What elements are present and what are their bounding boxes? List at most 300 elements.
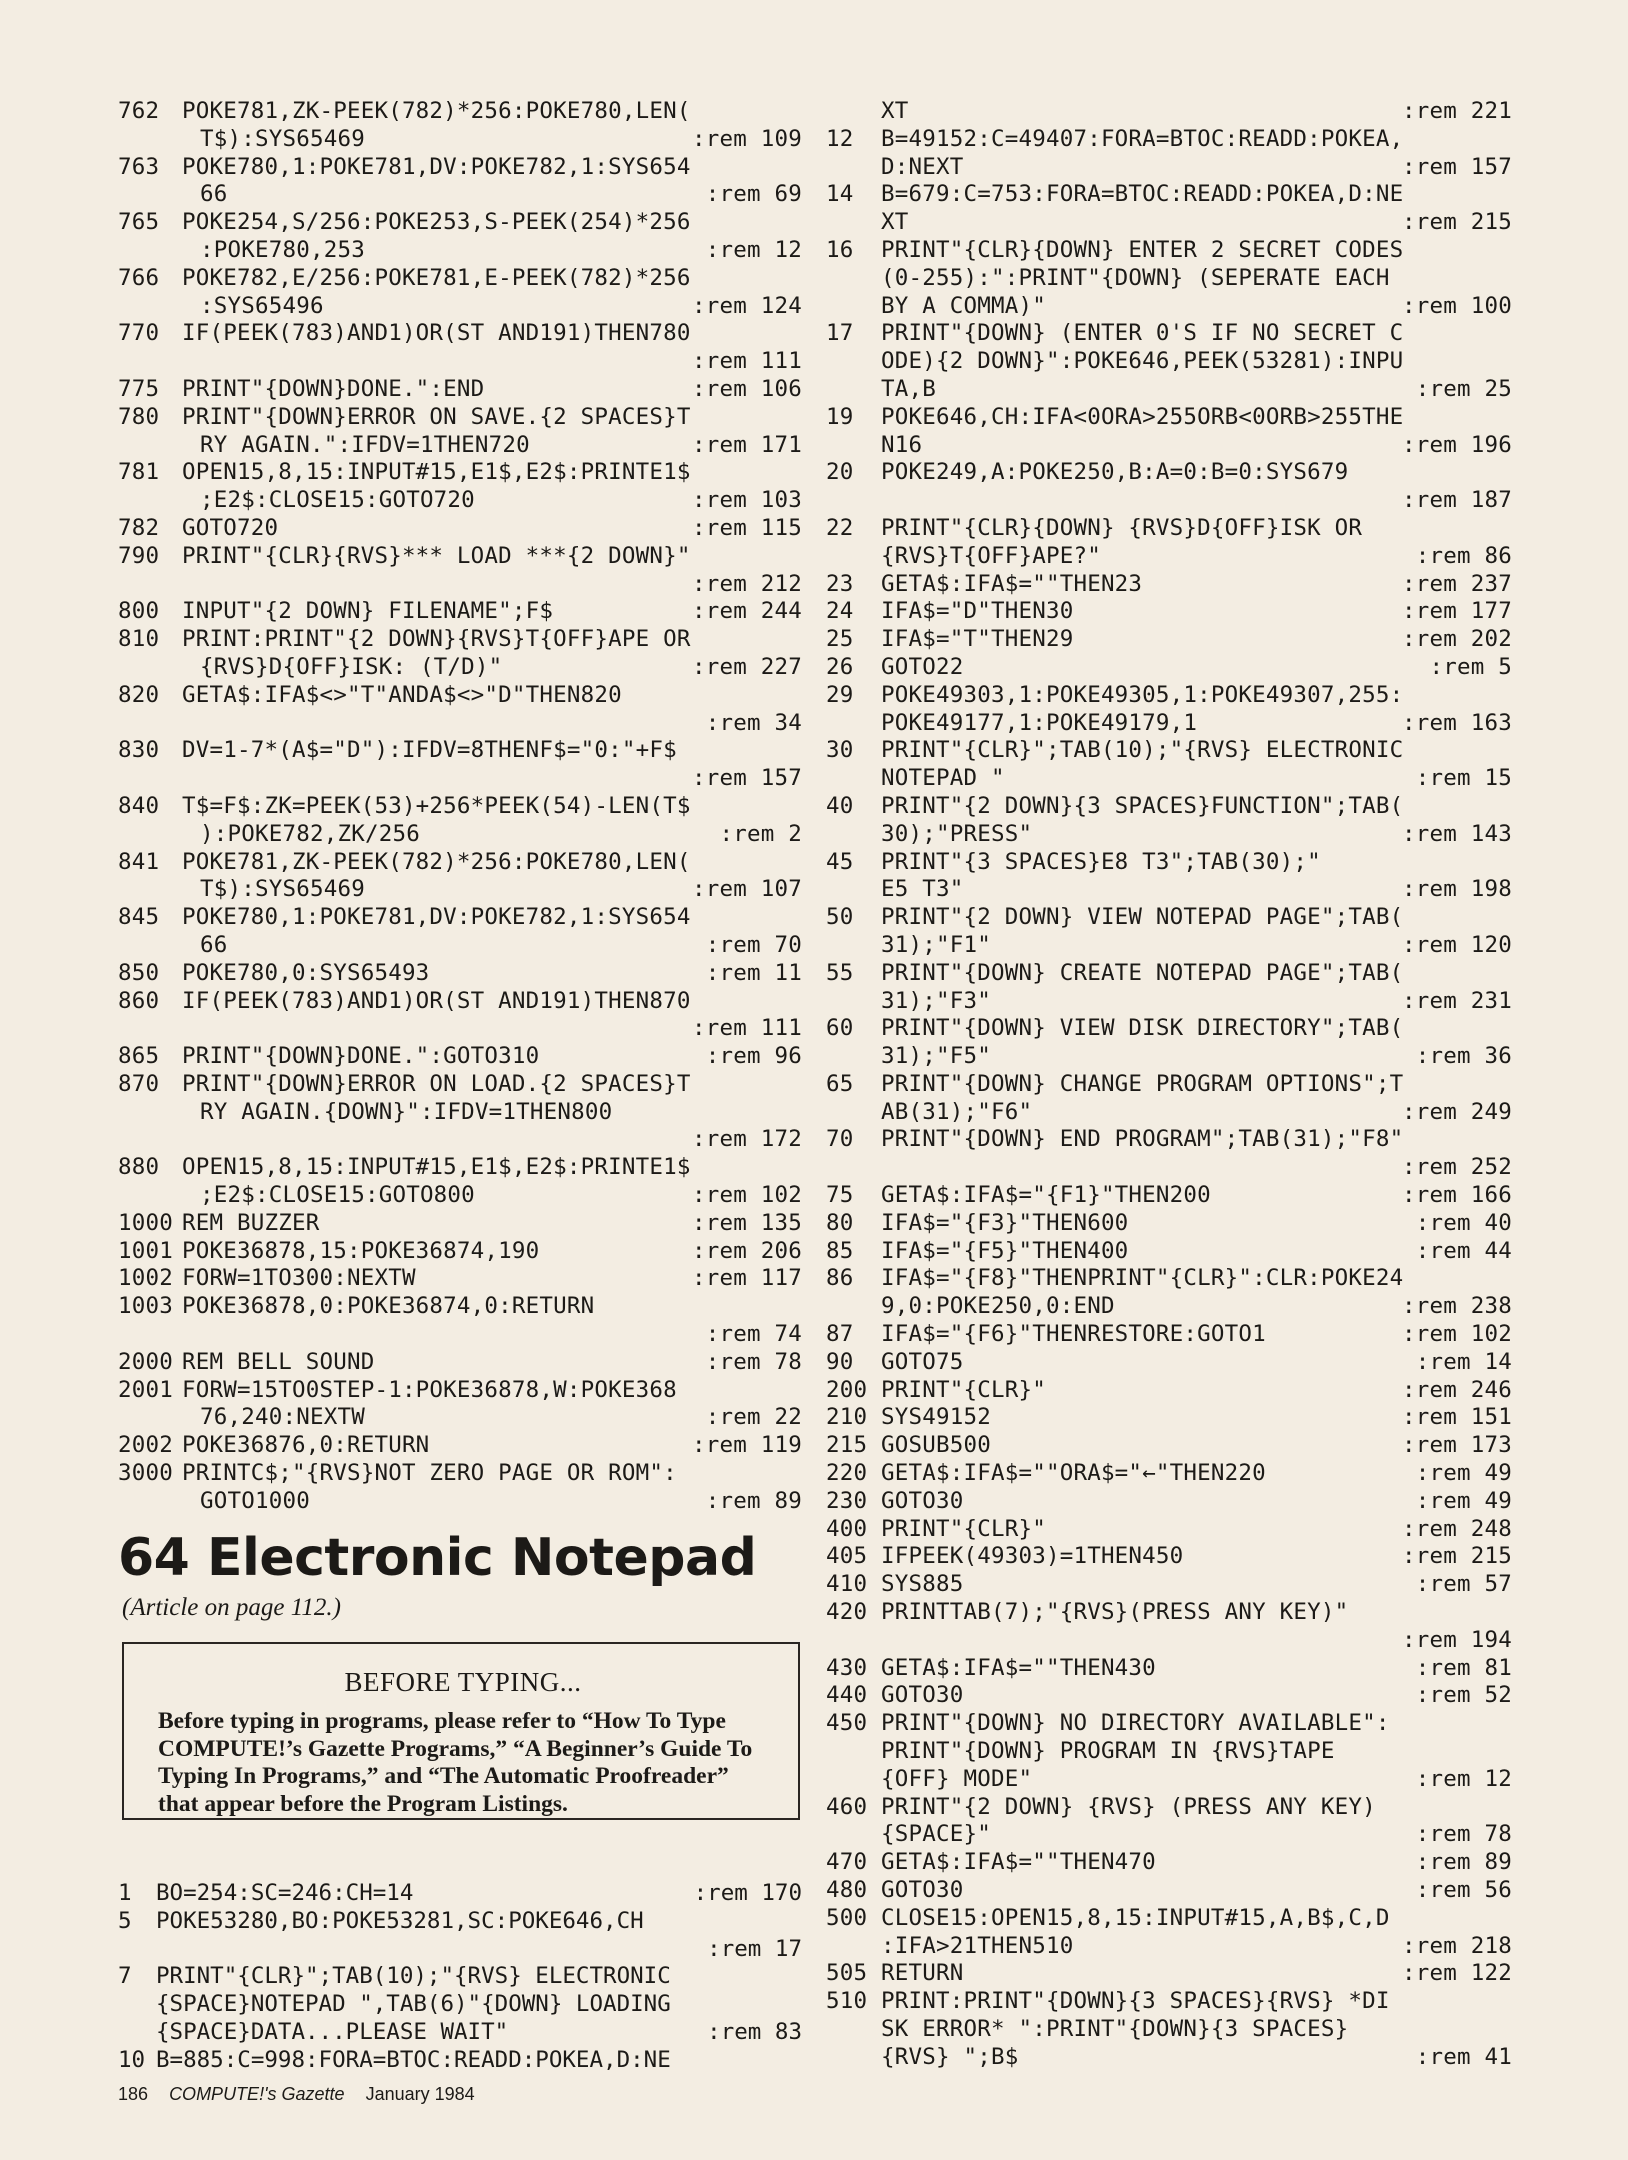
code-text: IF(PEEK(783)AND1)OR(ST AND191)THEN780 xyxy=(182,320,691,347)
line-number: 17 xyxy=(826,320,854,347)
checksum: :rem 120 xyxy=(1402,931,1512,958)
code-text: GOTO30 xyxy=(881,1682,964,1709)
code-line xyxy=(826,1905,1512,1933)
checksum: :rem 215 xyxy=(1402,1543,1512,1570)
code-line xyxy=(826,626,1512,654)
code-text: {SPACE}NOTEPAD ",TAB(6)"{DOWN} LOADING xyxy=(156,1991,671,2018)
code-text: (0-255):":PRINT"{DOWN} (SEPERATE EACH xyxy=(881,264,1390,291)
checksum: :rem 44 xyxy=(1415,1237,1512,1264)
code-line xyxy=(826,1488,1512,1516)
code-line xyxy=(826,1933,1512,1961)
page-footer xyxy=(118,2082,475,2106)
listing-column-right xyxy=(826,98,1512,2072)
code-line xyxy=(118,876,802,904)
checksum: :rem 135 xyxy=(692,1209,802,1236)
code-line xyxy=(118,654,802,682)
code-text: T$):SYS65469 xyxy=(200,125,365,152)
checksum: :rem 15 xyxy=(1415,765,1512,792)
code-line xyxy=(826,2016,1512,2044)
code-text: PRINT"{DOWN} PROGRAM IN {RVS}TAPE xyxy=(881,1738,1335,1765)
code-line xyxy=(826,293,1512,321)
code-line xyxy=(118,1293,802,1321)
code-line xyxy=(826,1794,1512,1822)
line-number: 850 xyxy=(118,959,160,986)
code-text: OPEN15,8,15:INPUT#15,E1$,E2$:PRINTE1$ xyxy=(182,1154,691,1181)
code-line xyxy=(826,793,1512,821)
code-text: POKE36878,15:POKE36874,190 xyxy=(182,1237,540,1264)
code-text: POKE254,S/256:POKE253,S-PEEK(254)*256 xyxy=(182,209,691,236)
line-number: 410 xyxy=(826,1571,868,1598)
code-line xyxy=(826,126,1512,154)
code-text: GETA$:IFA$=""THEN23 xyxy=(881,570,1143,597)
line-number: 1002 xyxy=(118,1265,173,1292)
checksum: :rem 227 xyxy=(692,653,802,680)
code-text: RY AGAIN.":IFDV=1THEN720 xyxy=(200,431,530,458)
code-text: PRINT"{CLR}{RVS}*** LOAD ***{2 DOWN}" xyxy=(182,542,691,569)
code-text: GOSUB500 xyxy=(881,1432,991,1459)
line-number: 1 xyxy=(118,1880,132,1906)
line-number: 1003 xyxy=(118,1293,173,1320)
line-number: 500 xyxy=(826,1904,868,1931)
code-line xyxy=(826,237,1512,265)
code-text: GETA$:IFA$=""ORA$="←"THEN220 xyxy=(881,1460,1266,1487)
code-line xyxy=(826,737,1512,765)
line-number: 22 xyxy=(826,514,854,541)
line-number: 85 xyxy=(826,1237,854,1264)
code-line xyxy=(118,1432,802,1460)
code-line xyxy=(826,487,1512,515)
code-line xyxy=(826,598,1512,626)
code-line xyxy=(826,348,1512,376)
code-text: :POKE780,253 xyxy=(200,236,365,263)
line-number: 480 xyxy=(826,1877,868,1903)
code-text: OPEN15,8,15:INPUT#15,E1$,E2$:PRINTE1$ xyxy=(182,459,691,486)
code-line xyxy=(826,1988,1512,2016)
line-number: 1001 xyxy=(118,1237,173,1264)
code-line xyxy=(826,1265,1512,1293)
code-line xyxy=(118,904,802,932)
code-line xyxy=(826,432,1512,460)
code-text: IFA$="{F8}"THENPRINT"{CLR}":CLR:POKE24 xyxy=(881,1265,1404,1292)
line-number: 24 xyxy=(826,598,854,625)
code-line xyxy=(118,988,802,1016)
code-line xyxy=(118,849,802,877)
code-text: B=885:C=998:FORA=BTOC:READD:POKEA,D:NE xyxy=(156,2046,671,2073)
code-line xyxy=(118,710,802,738)
code-text: 66 xyxy=(200,181,228,208)
code-text: DV=1-7*(A$="D"):IFDV=8THENF$="0:"+F$ xyxy=(182,737,677,764)
before-typing-box xyxy=(122,1642,800,1820)
code-text: B=49152:C=49407:FORA=BTOC:READD:POKEA, xyxy=(881,125,1404,152)
line-number: 2002 xyxy=(118,1432,173,1459)
checksum: :rem 107 xyxy=(692,876,802,903)
code-text: 9,0:POKE250,0:END xyxy=(881,1293,1115,1320)
code-text: IFA$="{F5}"THEN400 xyxy=(881,1237,1129,1264)
code-line xyxy=(118,1099,802,1127)
checksum: :rem 78 xyxy=(705,1348,802,1375)
checksum: :rem 102 xyxy=(692,1182,802,1209)
checksum: :rem 143 xyxy=(1402,820,1512,847)
code-text: B=679:C=753:FORA=BTOC:READD:POKEA,D:NE xyxy=(881,181,1404,208)
code-line xyxy=(118,376,802,404)
code-text: N16 xyxy=(881,431,923,458)
code-text: POKE780,0:SYS65493 xyxy=(182,959,430,986)
code-text: INPUT"{2 DOWN} FILENAME";F$ xyxy=(182,598,554,625)
code-text: TA,B xyxy=(881,375,936,402)
code-text: IFA$="{F6}"THENRESTORE:GOTO1 xyxy=(881,1321,1266,1348)
code-line xyxy=(826,1099,1512,1127)
line-number: 29 xyxy=(826,681,854,708)
code-text: CLOSE15:OPEN15,8,15:INPUT#15,A,B$,C,D xyxy=(881,1904,1390,1931)
code-text: IFA$="T"THEN29 xyxy=(881,626,1074,653)
code-line xyxy=(826,154,1512,182)
line-number: 763 xyxy=(118,153,160,180)
code-text: PRINTC$;"{RVS}NOT ZERO PAGE OR ROM": xyxy=(182,1460,677,1487)
line-number: 800 xyxy=(118,598,160,625)
code-text: 66 xyxy=(200,931,228,958)
checksum: :rem 96 xyxy=(705,1043,802,1070)
code-text: PRINT"{2 DOWN} VIEW NOTEPAD PAGE";TAB( xyxy=(881,904,1404,931)
line-number: 765 xyxy=(118,209,160,236)
code-line xyxy=(118,1991,802,2019)
article-subtitle: (Article on page 112.) xyxy=(122,1594,341,1621)
code-line xyxy=(826,1766,1512,1794)
checksum: :rem 196 xyxy=(1402,431,1512,458)
code-text: POKE781,ZK-PEEK(782)*256:POKE780,LEN( xyxy=(182,848,691,875)
code-text: PRINT"{DOWN}ERROR ON LOAD.{2 SPACES}T xyxy=(182,1070,691,1097)
checksum: :rem 166 xyxy=(1402,1182,1512,1209)
checksum: :rem 2 xyxy=(719,820,802,847)
code-text: PRINT"{DOWN} CHANGE PROGRAM OPTIONS";T xyxy=(881,1070,1404,1097)
code-line xyxy=(118,404,802,432)
line-number: 770 xyxy=(118,320,160,347)
code-text: 31);"F1" xyxy=(881,931,991,958)
code-text: IFA$="D"THEN30 xyxy=(881,598,1074,625)
code-line xyxy=(826,1738,1512,1766)
line-number: 50 xyxy=(826,904,854,931)
checksum: :rem 56 xyxy=(1415,1877,1512,1903)
line-number: 7 xyxy=(118,1963,132,1990)
code-text: {RVS} ";B$ xyxy=(881,2043,1019,2070)
checksum: :rem 173 xyxy=(1402,1432,1512,1459)
checksum: :rem 103 xyxy=(692,487,802,514)
checksum: :rem 41 xyxy=(1415,2043,1512,2070)
line-number: 40 xyxy=(826,792,854,819)
code-text: IF(PEEK(783)AND1)OR(ST AND191)THEN870 xyxy=(182,987,691,1014)
code-text: ):POKE782,ZK/256 xyxy=(200,820,420,847)
code-text: ODE){2 DOWN}":POKE646,PEEK(53281):INPU xyxy=(881,348,1404,375)
line-number: 460 xyxy=(826,1793,868,1820)
code-line xyxy=(826,1015,1512,1043)
code-line xyxy=(118,348,802,376)
line-number: 20 xyxy=(826,459,854,486)
checksum: :rem 83 xyxy=(707,2018,802,2045)
code-text: E5 T3" xyxy=(881,876,964,903)
checksum: :rem 218 xyxy=(1402,1932,1512,1959)
checksum: :rem 25 xyxy=(1415,375,1512,402)
code-line xyxy=(118,765,802,793)
code-text: RY AGAIN.{DOWN}":IFDV=1THEN800 xyxy=(200,1098,613,1125)
code-text: SK ERROR* ":PRINT"{DOWN}{3 SPACES} xyxy=(881,2015,1349,2042)
checksum: :rem 52 xyxy=(1415,1682,1512,1709)
line-number: 841 xyxy=(118,848,160,875)
code-line xyxy=(118,821,802,849)
code-text: GOTO30 xyxy=(881,1877,964,1903)
code-line xyxy=(118,1404,802,1432)
code-text: PRINT"{DOWN} NO DIRECTORY AVAILABLE": xyxy=(881,1710,1390,1737)
checksum: :rem 163 xyxy=(1402,709,1512,736)
line-number: 23 xyxy=(826,570,854,597)
code-text: RETURN xyxy=(881,1960,964,1987)
code-text: PRINT:PRINT"{DOWN}{3 SPACES}{RVS} *DI xyxy=(881,1988,1390,2015)
code-text: FORW=15TO0STEP-1:POKE36878,W:POKE368 xyxy=(182,1376,677,1403)
code-line xyxy=(826,1043,1512,1071)
code-line xyxy=(118,1488,802,1516)
code-text: SYS885 xyxy=(881,1571,964,1598)
code-line xyxy=(826,98,1512,126)
code-text: GETA$:IFA$=""THEN430 xyxy=(881,1654,1156,1681)
line-number: 5 xyxy=(118,1907,132,1934)
checksum: :rem 202 xyxy=(1402,626,1512,653)
checksum: :rem 157 xyxy=(1402,153,1512,180)
code-text: {SPACE}DATA...PLEASE WAIT" xyxy=(156,2018,509,2045)
line-number: 420 xyxy=(826,1599,868,1626)
code-line xyxy=(826,2044,1512,2072)
code-line xyxy=(826,932,1512,960)
checksum: :rem 231 xyxy=(1402,987,1512,1014)
line-number: 80 xyxy=(826,1209,854,1236)
checksum: :rem 57 xyxy=(1415,1571,1512,1598)
code-line xyxy=(826,710,1512,738)
box-text: Before typing in programs, please refer to “How To Type COMPUTE!’s Gazette Programs,” “A Beginner’s Guide To Typing In Programs,” and “The Automatic Proofreader” that appear before the Program Listings. xyxy=(158,1708,753,1817)
code-text: PRINT"{DOWN} END PROGRAM";TAB(31);"F8" xyxy=(881,1126,1404,1153)
listing-column-left-2 xyxy=(118,1880,802,2075)
code-line xyxy=(118,98,802,126)
code-line xyxy=(826,1821,1512,1849)
code-line xyxy=(826,459,1512,487)
line-number: 3000 xyxy=(118,1460,173,1487)
line-number: 220 xyxy=(826,1460,868,1487)
checksum: :rem 221 xyxy=(1402,98,1512,124)
line-number: 65 xyxy=(826,1070,854,1097)
checksum: :rem 12 xyxy=(705,236,802,263)
code-text: PRINT"{CLR}{DOWN} ENTER 2 SECRET CODES xyxy=(881,236,1404,263)
checksum: :rem 74 xyxy=(705,1321,802,1348)
code-text: T$=F$:ZK=PEEK(53)+256*PEEK(54)-LEN(T$ xyxy=(182,792,691,819)
code-line xyxy=(826,1210,1512,1238)
checksum: :rem 194 xyxy=(1402,1626,1512,1653)
code-text: GOTO75 xyxy=(881,1348,964,1375)
code-text: :IFA>21THEN510 xyxy=(881,1932,1074,1959)
code-text: PRINT"{DOWN}DONE.":GOTO310 xyxy=(182,1043,540,1070)
checksum: :rem 109 xyxy=(692,125,802,152)
code-line xyxy=(826,320,1512,348)
checksum: :rem 89 xyxy=(705,1487,802,1514)
code-text: GETA$:IFA$<>"T"ANDA$<>"D"THEN820 xyxy=(182,681,622,708)
code-line xyxy=(118,1349,802,1377)
code-line xyxy=(118,598,802,626)
checksum: :rem 86 xyxy=(1415,542,1512,569)
code-text: AB(31);"F6" xyxy=(881,1098,1033,1125)
line-number: 775 xyxy=(118,375,160,402)
code-text: PRINT"{DOWN} VIEW DISK DIRECTORY";TAB( xyxy=(881,1015,1404,1042)
code-line xyxy=(826,904,1512,932)
line-number: 55 xyxy=(826,959,854,986)
page-number: 186 xyxy=(118,2084,149,2104)
code-text: PRINT"{DOWN} (ENTER 0'S IF NO SECRET C xyxy=(881,320,1404,347)
checksum: :rem 49 xyxy=(1415,1487,1512,1514)
checksum: :rem 89 xyxy=(1415,1849,1512,1876)
checksum: :rem 246 xyxy=(1402,1376,1512,1403)
code-text: SYS49152 xyxy=(881,1404,991,1431)
line-number: 400 xyxy=(826,1515,868,1542)
code-text: {RVS}D{OFF}ISK: (T/D)" xyxy=(200,653,503,680)
line-number: 430 xyxy=(826,1654,868,1681)
checksum: :rem 22 xyxy=(705,1404,802,1431)
code-line xyxy=(118,515,802,543)
code-line xyxy=(826,960,1512,988)
code-line xyxy=(826,1655,1512,1683)
code-text: PRINT"{2 DOWN}{3 SPACES}FUNCTION";TAB( xyxy=(881,792,1404,819)
code-line xyxy=(118,265,802,293)
code-line xyxy=(826,1377,1512,1405)
code-text: PRINT"{CLR}" xyxy=(881,1515,1046,1542)
code-line xyxy=(826,515,1512,543)
code-line xyxy=(826,1849,1512,1877)
code-text: PRINTTAB(7);"{RVS}(PRESS ANY KEY)" xyxy=(881,1599,1349,1626)
code-line xyxy=(826,404,1512,432)
code-line xyxy=(826,181,1512,209)
checksum: :rem 115 xyxy=(692,514,802,541)
code-text: {OFF} MODE" xyxy=(881,1765,1033,1792)
checksum: :rem 206 xyxy=(692,1237,802,1264)
code-line xyxy=(118,1210,802,1238)
code-line xyxy=(826,1599,1512,1627)
code-line xyxy=(826,765,1512,793)
code-text: T$):SYS65469 xyxy=(200,876,365,903)
code-text: 31);"F3" xyxy=(881,987,991,1014)
code-line xyxy=(118,154,802,182)
code-line xyxy=(118,1265,802,1293)
code-line xyxy=(826,1571,1512,1599)
line-number: 90 xyxy=(826,1348,854,1375)
code-line xyxy=(118,1126,802,1154)
code-text: 31);"F5" xyxy=(881,1043,991,1070)
code-line xyxy=(118,1182,802,1210)
checksum: :rem 119 xyxy=(692,1432,802,1459)
code-line xyxy=(118,293,802,321)
line-number: 405 xyxy=(826,1543,868,1570)
code-text: POKE53280,BO:POKE53281,SC:POKE646,CH xyxy=(156,1907,644,1934)
checksum: :rem 5 xyxy=(1429,653,1512,680)
code-line xyxy=(118,2047,802,2075)
checksum: :rem 34 xyxy=(705,709,802,736)
code-text: ;E2$:CLOSE15:GOTO800 xyxy=(200,1182,475,1209)
line-number: 450 xyxy=(826,1710,868,1737)
code-text: REM BUZZER xyxy=(182,1209,320,1236)
code-line xyxy=(118,320,802,348)
checksum: :rem 198 xyxy=(1402,876,1512,903)
code-line xyxy=(826,1071,1512,1099)
code-line xyxy=(118,1238,802,1266)
code-text: POKE780,1:POKE781,DV:POKE782,1:SYS654 xyxy=(182,904,691,931)
code-text: POKE249,A:POKE250,B:A=0:B=0:SYS679 xyxy=(881,459,1349,486)
code-line xyxy=(826,543,1512,571)
code-line xyxy=(118,1015,802,1043)
code-text: POKE781,ZK-PEEK(782)*256:POKE780,LEN( xyxy=(182,98,691,124)
line-number: 440 xyxy=(826,1682,868,1709)
code-text: POKE782,E/256:POKE781,E-PEEK(782)*256 xyxy=(182,264,691,291)
code-line xyxy=(118,793,802,821)
code-text: GETA$:IFA$="{F1}"THEN200 xyxy=(881,1182,1211,1209)
code-line xyxy=(118,626,802,654)
checksum: :rem 244 xyxy=(692,598,802,625)
line-number: 782 xyxy=(118,514,160,541)
checksum: :rem 170 xyxy=(693,1880,802,1906)
code-line xyxy=(118,571,802,599)
code-line xyxy=(826,1516,1512,1544)
line-number: 87 xyxy=(826,1321,854,1348)
checksum: :rem 70 xyxy=(705,931,802,958)
checksum: :rem 187 xyxy=(1402,487,1512,514)
code-text: PRINT"{CLR}" xyxy=(881,1376,1046,1403)
code-line xyxy=(826,682,1512,710)
code-line xyxy=(826,1960,1512,1988)
line-number: 12 xyxy=(826,125,854,152)
line-number: 26 xyxy=(826,653,854,680)
code-line xyxy=(118,487,802,515)
code-text: PRINT"{CLR}";TAB(10);"{RVS} ELECTRONIC xyxy=(881,737,1404,764)
line-number: 30 xyxy=(826,737,854,764)
code-text: D:NEXT xyxy=(881,153,964,180)
code-line xyxy=(826,1321,1512,1349)
code-text: PRINT"{CLR}";TAB(10);"{RVS} ELECTRONIC xyxy=(156,1963,671,1990)
code-line xyxy=(118,543,802,571)
code-text: GOTO22 xyxy=(881,653,964,680)
line-number: 780 xyxy=(118,403,160,430)
code-line xyxy=(826,988,1512,1016)
checksum: :rem 102 xyxy=(1402,1321,1512,1348)
code-text: GETA$:IFA$=""THEN470 xyxy=(881,1849,1156,1876)
line-number: 810 xyxy=(118,626,160,653)
code-text: {SPACE}" xyxy=(881,1821,991,1848)
code-line xyxy=(118,1043,802,1071)
checksum: :rem 111 xyxy=(692,348,802,375)
code-line xyxy=(118,1154,802,1182)
checksum: :rem 151 xyxy=(1402,1404,1512,1431)
code-text: PRINT"{DOWN}DONE.":END xyxy=(182,375,485,402)
checksum: :rem 238 xyxy=(1402,1293,1512,1320)
line-number: 865 xyxy=(118,1043,160,1070)
line-number: 790 xyxy=(118,542,160,569)
code-text: PRINT:PRINT"{2 DOWN}{RVS}T{OFF}APE OR xyxy=(182,626,691,653)
line-number: 781 xyxy=(118,459,160,486)
checksum: :rem 40 xyxy=(1415,1209,1512,1236)
checksum: :rem 36 xyxy=(1415,1043,1512,1070)
code-text: GOTO1000 xyxy=(200,1487,310,1514)
line-number: 45 xyxy=(826,848,854,875)
line-number: 1000 xyxy=(118,1209,173,1236)
line-number: 210 xyxy=(826,1404,868,1431)
line-number: 75 xyxy=(826,1182,854,1209)
checksum: :rem 124 xyxy=(692,292,802,319)
line-number: 230 xyxy=(826,1487,868,1514)
code-line xyxy=(826,1293,1512,1321)
code-line xyxy=(118,209,802,237)
checksum: :rem 100 xyxy=(1402,292,1512,319)
checksum: :rem 122 xyxy=(1402,1960,1512,1987)
line-number: 25 xyxy=(826,626,854,653)
